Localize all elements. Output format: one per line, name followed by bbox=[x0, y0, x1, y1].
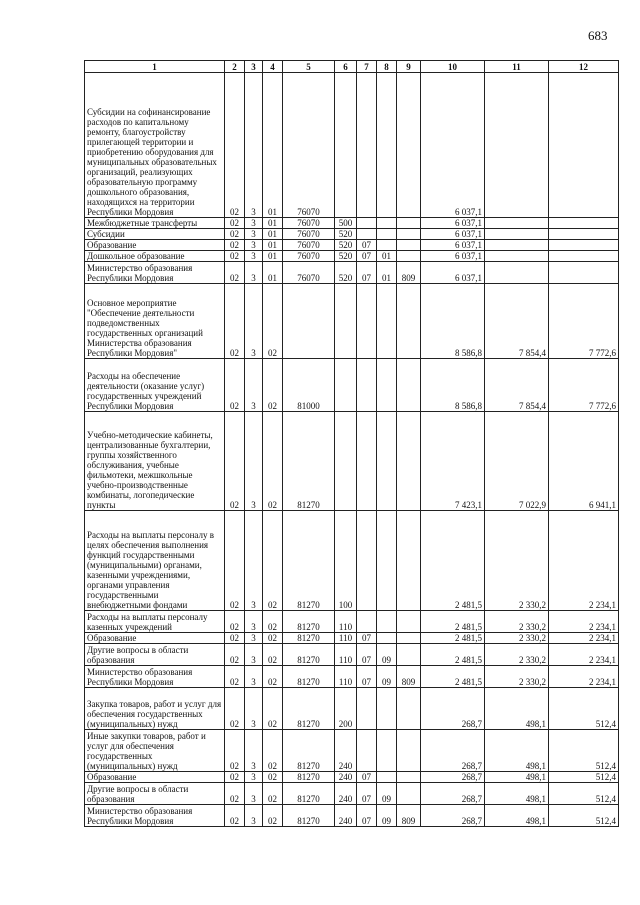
cell-amount-2021 bbox=[549, 229, 619, 240]
cell-program: 02 bbox=[225, 611, 245, 633]
cell-subsection: 09 bbox=[377, 783, 397, 805]
cell-ministry bbox=[397, 611, 421, 633]
cell-expense-type: 520 bbox=[335, 240, 357, 251]
cell-name: Субсидии bbox=[85, 229, 225, 240]
cell-name: Министерство образования Республики Мордовия bbox=[85, 805, 225, 827]
cell-section: 07 bbox=[357, 251, 377, 262]
cell-amount-2020: 2 330,2 bbox=[485, 644, 549, 666]
cell-amount-2019: 268,7 bbox=[421, 730, 485, 772]
cell-ministry bbox=[397, 783, 421, 805]
column-header-12: 12 bbox=[549, 61, 619, 73]
cell-subprogram: 3 bbox=[245, 412, 263, 511]
cell-amount-2021: 2 234,1 bbox=[549, 644, 619, 666]
cell-subsection: 09 bbox=[377, 805, 397, 827]
table-row bbox=[85, 229, 619, 240]
cell-amount-2019: 7 423,1 bbox=[421, 412, 485, 511]
cell-name: Расходы на выплаты персоналу в целях обеспечения выполнения функций государственными (муниципальными) органами, казенными учреждениями, органами управления государственными внебюджетными фондами bbox=[85, 511, 225, 611]
cell-event: 02 bbox=[263, 633, 283, 644]
cell-subprogram: 3 bbox=[245, 240, 263, 251]
cell-amount-2020: 2 330,2 bbox=[485, 633, 549, 644]
cell-name: Образование bbox=[85, 772, 225, 783]
cell-direction: 76070 bbox=[283, 251, 335, 262]
cell-ministry: 809 bbox=[397, 805, 421, 827]
cell-event: 02 bbox=[263, 688, 283, 730]
cell-subsection bbox=[377, 688, 397, 730]
cell-event: 01 bbox=[263, 229, 283, 240]
cell-expense-type bbox=[335, 359, 357, 412]
cell-amount-2020: 498,1 bbox=[485, 805, 549, 827]
cell-section bbox=[357, 688, 377, 730]
cell-section bbox=[357, 412, 377, 511]
column-header-6: 6 bbox=[335, 61, 357, 73]
cell-subprogram: 3 bbox=[245, 633, 263, 644]
cell-expense-type: 110 bbox=[335, 666, 357, 688]
cell-name: Министерство образования Республики Мордовия bbox=[85, 262, 225, 284]
table-row bbox=[85, 73, 619, 218]
cell-amount-2019: 2 481,5 bbox=[421, 611, 485, 633]
cell-amount-2019: 6 037,1 bbox=[421, 240, 485, 251]
cell-amount-2019: 268,7 bbox=[421, 772, 485, 783]
cell-expense-type: 240 bbox=[335, 730, 357, 772]
cell-expense-type: 110 bbox=[335, 644, 357, 666]
cell-program: 02 bbox=[225, 251, 245, 262]
cell-expense-type: 520 bbox=[335, 229, 357, 240]
cell-ministry: 809 bbox=[397, 262, 421, 284]
column-header-2: 2 bbox=[225, 61, 245, 73]
cell-section bbox=[357, 730, 377, 772]
cell-direction: 81270 bbox=[283, 666, 335, 688]
cell-subsection: 09 bbox=[377, 644, 397, 666]
cell-amount-2019: 6 037,1 bbox=[421, 73, 485, 218]
cell-section: 07 bbox=[357, 805, 377, 827]
cell-amount-2020: 2 330,2 bbox=[485, 611, 549, 633]
cell-amount-2019: 6 037,1 bbox=[421, 229, 485, 240]
cell-section bbox=[357, 511, 377, 611]
cell-program: 02 bbox=[225, 633, 245, 644]
table-row bbox=[85, 688, 619, 730]
cell-section: 07 bbox=[357, 783, 377, 805]
cell-program: 02 bbox=[225, 240, 245, 251]
cell-section bbox=[357, 73, 377, 218]
table-row bbox=[85, 218, 619, 229]
cell-ministry bbox=[397, 772, 421, 783]
cell-subprogram: 3 bbox=[245, 251, 263, 262]
cell-subprogram: 3 bbox=[245, 284, 263, 359]
cell-amount-2020 bbox=[485, 251, 549, 262]
cell-event: 02 bbox=[263, 666, 283, 688]
cell-expense-type: 110 bbox=[335, 633, 357, 644]
cell-expense-type bbox=[335, 412, 357, 511]
cell-amount-2021 bbox=[549, 218, 619, 229]
cell-subprogram: 3 bbox=[245, 611, 263, 633]
cell-section bbox=[357, 284, 377, 359]
cell-subsection: 01 bbox=[377, 251, 397, 262]
cell-amount-2020: 7 854,4 bbox=[485, 284, 549, 359]
cell-name: Субсидии на софинансирование расходов по капитальному ремонту, благоустройству прилегающей территории и приобретению оборудования для муниципальных образовательных организаций, реализующих образовательную программу дошкольного образования, находящихся на территории Республики Мордовия bbox=[85, 73, 225, 218]
cell-program: 02 bbox=[225, 412, 245, 511]
cell-expense-type: 100 bbox=[335, 511, 357, 611]
cell-amount-2021: 512,4 bbox=[549, 772, 619, 783]
cell-amount-2019: 268,7 bbox=[421, 783, 485, 805]
table-row bbox=[85, 805, 619, 827]
cell-amount-2021: 2 234,1 bbox=[549, 611, 619, 633]
cell-amount-2019: 6 037,1 bbox=[421, 262, 485, 284]
cell-subsection bbox=[377, 730, 397, 772]
cell-event: 02 bbox=[263, 511, 283, 611]
table-row bbox=[85, 511, 619, 611]
cell-direction: 81270 bbox=[283, 772, 335, 783]
cell-ministry bbox=[397, 73, 421, 218]
cell-program: 02 bbox=[225, 262, 245, 284]
cell-amount-2019: 2 481,5 bbox=[421, 666, 485, 688]
table-row bbox=[85, 251, 619, 262]
cell-amount-2021 bbox=[549, 262, 619, 284]
cell-subprogram: 3 bbox=[245, 359, 263, 412]
cell-subprogram: 3 bbox=[245, 229, 263, 240]
cell-subsection: 09 bbox=[377, 666, 397, 688]
cell-event: 01 bbox=[263, 251, 283, 262]
table-row bbox=[85, 633, 619, 644]
cell-expense-type: 520 bbox=[335, 251, 357, 262]
cell-subprogram: 3 bbox=[245, 666, 263, 688]
cell-amount-2020 bbox=[485, 240, 549, 251]
budget-table bbox=[84, 60, 619, 827]
cell-direction bbox=[283, 284, 335, 359]
cell-amount-2021 bbox=[549, 73, 619, 218]
cell-amount-2019: 2 481,5 bbox=[421, 511, 485, 611]
table-row bbox=[85, 772, 619, 783]
cell-direction: 81270 bbox=[283, 783, 335, 805]
cell-program: 02 bbox=[225, 218, 245, 229]
column-header-8: 8 bbox=[377, 61, 397, 73]
table-body bbox=[85, 73, 619, 827]
cell-section: 07 bbox=[357, 240, 377, 251]
column-header-5: 5 bbox=[283, 61, 335, 73]
cell-event: 02 bbox=[263, 772, 283, 783]
cell-direction: 81270 bbox=[283, 730, 335, 772]
cell-amount-2019: 268,7 bbox=[421, 688, 485, 730]
cell-direction: 81270 bbox=[283, 688, 335, 730]
cell-ministry bbox=[397, 644, 421, 666]
cell-expense-type: 110 bbox=[335, 611, 357, 633]
cell-direction: 76070 bbox=[283, 229, 335, 240]
cell-subprogram: 3 bbox=[245, 772, 263, 783]
cell-ministry bbox=[397, 730, 421, 772]
cell-direction: 81270 bbox=[283, 511, 335, 611]
cell-ministry bbox=[397, 284, 421, 359]
column-header-10: 10 bbox=[421, 61, 485, 73]
cell-subsection bbox=[377, 772, 397, 783]
cell-event: 02 bbox=[263, 730, 283, 772]
column-header-3: 3 bbox=[245, 61, 263, 73]
cell-subsection bbox=[377, 73, 397, 218]
cell-ministry bbox=[397, 240, 421, 251]
table-header-row bbox=[85, 61, 619, 73]
cell-direction: 81270 bbox=[283, 644, 335, 666]
table-row bbox=[85, 666, 619, 688]
cell-name: Дошкольное образование bbox=[85, 251, 225, 262]
cell-program: 02 bbox=[225, 772, 245, 783]
cell-name: Министерство образования Республики Мордовия bbox=[85, 666, 225, 688]
cell-program: 02 bbox=[225, 511, 245, 611]
cell-amount-2021: 512,4 bbox=[549, 783, 619, 805]
cell-name: Образование bbox=[85, 240, 225, 251]
column-header-1: 1 bbox=[85, 61, 225, 73]
cell-amount-2020: 2 330,2 bbox=[485, 666, 549, 688]
cell-section: 07 bbox=[357, 633, 377, 644]
table-row bbox=[85, 412, 619, 511]
cell-amount-2020 bbox=[485, 229, 549, 240]
table-row bbox=[85, 240, 619, 251]
cell-section: 07 bbox=[357, 644, 377, 666]
cell-name: Расходы на обеспечение деятельности (оказание услуг) государственных учреждений Республики Мордовия bbox=[85, 359, 225, 412]
cell-subprogram: 3 bbox=[245, 730, 263, 772]
column-header-11: 11 bbox=[485, 61, 549, 73]
cell-subprogram: 3 bbox=[245, 262, 263, 284]
cell-amount-2021 bbox=[549, 251, 619, 262]
cell-subsection bbox=[377, 240, 397, 251]
cell-amount-2019: 268,7 bbox=[421, 805, 485, 827]
cell-amount-2019: 6 037,1 bbox=[421, 218, 485, 229]
cell-direction: 81270 bbox=[283, 611, 335, 633]
cell-program: 02 bbox=[225, 359, 245, 412]
column-header-9: 9 bbox=[397, 61, 421, 73]
table-row bbox=[85, 644, 619, 666]
cell-direction: 76070 bbox=[283, 240, 335, 251]
cell-amount-2020: 498,1 bbox=[485, 772, 549, 783]
cell-name: Учебно-методические кабинеты, централизованные бухгалтерии, группы хозяйственного обслуживания, учебные фильмотеки, межшкольные учебно-производственные комбинаты, логопедические пункты bbox=[85, 412, 225, 511]
cell-section: 07 bbox=[357, 666, 377, 688]
cell-event: 01 bbox=[263, 240, 283, 251]
cell-event: 02 bbox=[263, 644, 283, 666]
cell-amount-2021: 7 772,6 bbox=[549, 359, 619, 412]
cell-section bbox=[357, 611, 377, 633]
cell-amount-2020 bbox=[485, 218, 549, 229]
cell-section: 07 bbox=[357, 772, 377, 783]
cell-subprogram: 3 bbox=[245, 644, 263, 666]
cell-subprogram: 3 bbox=[245, 73, 263, 218]
cell-event: 01 bbox=[263, 73, 283, 218]
cell-subprogram: 3 bbox=[245, 511, 263, 611]
cell-subsection bbox=[377, 284, 397, 359]
cell-section: 07 bbox=[357, 262, 377, 284]
cell-amount-2021: 6 941,1 bbox=[549, 412, 619, 511]
cell-event: 02 bbox=[263, 412, 283, 511]
cell-expense-type: 240 bbox=[335, 783, 357, 805]
cell-section bbox=[357, 359, 377, 412]
cell-direction: 76070 bbox=[283, 218, 335, 229]
cell-ministry bbox=[397, 511, 421, 611]
table-row bbox=[85, 284, 619, 359]
cell-amount-2019: 2 481,5 bbox=[421, 644, 485, 666]
cell-direction: 76070 bbox=[283, 262, 335, 284]
cell-program: 02 bbox=[225, 783, 245, 805]
cell-subsection bbox=[377, 611, 397, 633]
cell-program: 02 bbox=[225, 666, 245, 688]
cell-subprogram: 3 bbox=[245, 218, 263, 229]
cell-amount-2021: 512,4 bbox=[549, 730, 619, 772]
cell-ministry: 809 bbox=[397, 666, 421, 688]
cell-program: 02 bbox=[225, 73, 245, 218]
cell-event: 01 bbox=[263, 262, 283, 284]
cell-subsection bbox=[377, 511, 397, 611]
cell-amount-2019: 8 586,8 bbox=[421, 359, 485, 412]
cell-program: 02 bbox=[225, 229, 245, 240]
cell-amount-2021 bbox=[549, 240, 619, 251]
cell-name: Межбюджетные трансферты bbox=[85, 218, 225, 229]
cell-amount-2020: 2 330,2 bbox=[485, 511, 549, 611]
cell-program: 02 bbox=[225, 644, 245, 666]
cell-direction: 81270 bbox=[283, 412, 335, 511]
cell-event: 02 bbox=[263, 284, 283, 359]
cell-name: Образование bbox=[85, 633, 225, 644]
table-row bbox=[85, 783, 619, 805]
cell-subprogram: 3 bbox=[245, 688, 263, 730]
cell-amount-2021: 512,4 bbox=[549, 805, 619, 827]
column-header-7: 7 bbox=[357, 61, 377, 73]
cell-section bbox=[357, 229, 377, 240]
cell-subsection: 01 bbox=[377, 262, 397, 284]
cell-amount-2020 bbox=[485, 262, 549, 284]
cell-program: 02 bbox=[225, 284, 245, 359]
cell-name: Другие вопросы в области образования bbox=[85, 783, 225, 805]
table-row bbox=[85, 730, 619, 772]
column-header-4: 4 bbox=[263, 61, 283, 73]
cell-event: 02 bbox=[263, 611, 283, 633]
cell-expense-type: 240 bbox=[335, 772, 357, 783]
cell-name: Закупка товаров, работ и услуг для обеспечения государственных (муниципальных) нужд bbox=[85, 688, 225, 730]
cell-event: 01 bbox=[263, 218, 283, 229]
cell-amount-2020: 7 022,9 bbox=[485, 412, 549, 511]
cell-direction: 81270 bbox=[283, 633, 335, 644]
cell-amount-2021: 2 234,1 bbox=[549, 633, 619, 644]
cell-name: Основное мероприятие "Обеспечение деятельности подведомственных государственных организаций Министерства образования Республики Мордовия" bbox=[85, 284, 225, 359]
cell-subsection bbox=[377, 359, 397, 412]
cell-amount-2020: 498,1 bbox=[485, 783, 549, 805]
cell-program: 02 bbox=[225, 688, 245, 730]
cell-ministry bbox=[397, 633, 421, 644]
cell-direction: 81000 bbox=[283, 359, 335, 412]
cell-amount-2019: 8 586,8 bbox=[421, 284, 485, 359]
cell-amount-2021: 2 234,1 bbox=[549, 511, 619, 611]
page-number: 683 bbox=[588, 28, 608, 43]
cell-section bbox=[357, 218, 377, 229]
cell-name: Другие вопросы в области образования bbox=[85, 644, 225, 666]
cell-amount-2020: 498,1 bbox=[485, 730, 549, 772]
cell-ministry bbox=[397, 218, 421, 229]
cell-amount-2021: 512,4 bbox=[549, 688, 619, 730]
cell-amount-2020 bbox=[485, 73, 549, 218]
cell-expense-type: 200 bbox=[335, 688, 357, 730]
cell-amount-2019: 6 037,1 bbox=[421, 251, 485, 262]
cell-direction: 81270 bbox=[283, 805, 335, 827]
cell-event: 02 bbox=[263, 359, 283, 412]
cell-amount-2021: 7 772,6 bbox=[549, 284, 619, 359]
cell-expense-type: 520 bbox=[335, 262, 357, 284]
cell-amount-2021: 2 234,1 bbox=[549, 666, 619, 688]
cell-amount-2020: 498,1 bbox=[485, 688, 549, 730]
table-row bbox=[85, 262, 619, 284]
cell-ministry bbox=[397, 229, 421, 240]
cell-event: 02 bbox=[263, 805, 283, 827]
cell-subsection bbox=[377, 229, 397, 240]
cell-program: 02 bbox=[225, 805, 245, 827]
cell-expense-type bbox=[335, 73, 357, 218]
cell-subsection bbox=[377, 633, 397, 644]
cell-expense-type: 240 bbox=[335, 805, 357, 827]
cell-program: 02 bbox=[225, 730, 245, 772]
cell-amount-2020: 7 854,4 bbox=[485, 359, 549, 412]
cell-ministry bbox=[397, 412, 421, 511]
cell-subprogram: 3 bbox=[245, 805, 263, 827]
cell-ministry bbox=[397, 688, 421, 730]
table-row bbox=[85, 359, 619, 412]
cell-subprogram: 3 bbox=[245, 783, 263, 805]
table-row bbox=[85, 611, 619, 633]
cell-ministry bbox=[397, 359, 421, 412]
cell-subsection bbox=[377, 412, 397, 511]
cell-expense-type bbox=[335, 284, 357, 359]
cell-name: Расходы на выплаты персоналу казенных учреждений bbox=[85, 611, 225, 633]
cell-subsection bbox=[377, 218, 397, 229]
cell-event: 02 bbox=[263, 783, 283, 805]
cell-amount-2019: 2 481,5 bbox=[421, 633, 485, 644]
cell-ministry bbox=[397, 251, 421, 262]
cell-expense-type: 500 bbox=[335, 218, 357, 229]
cell-direction: 76070 bbox=[283, 73, 335, 218]
cell-name: Иные закупки товаров, работ и услуг для обеспечения государственных (муниципальных) нужд bbox=[85, 730, 225, 772]
